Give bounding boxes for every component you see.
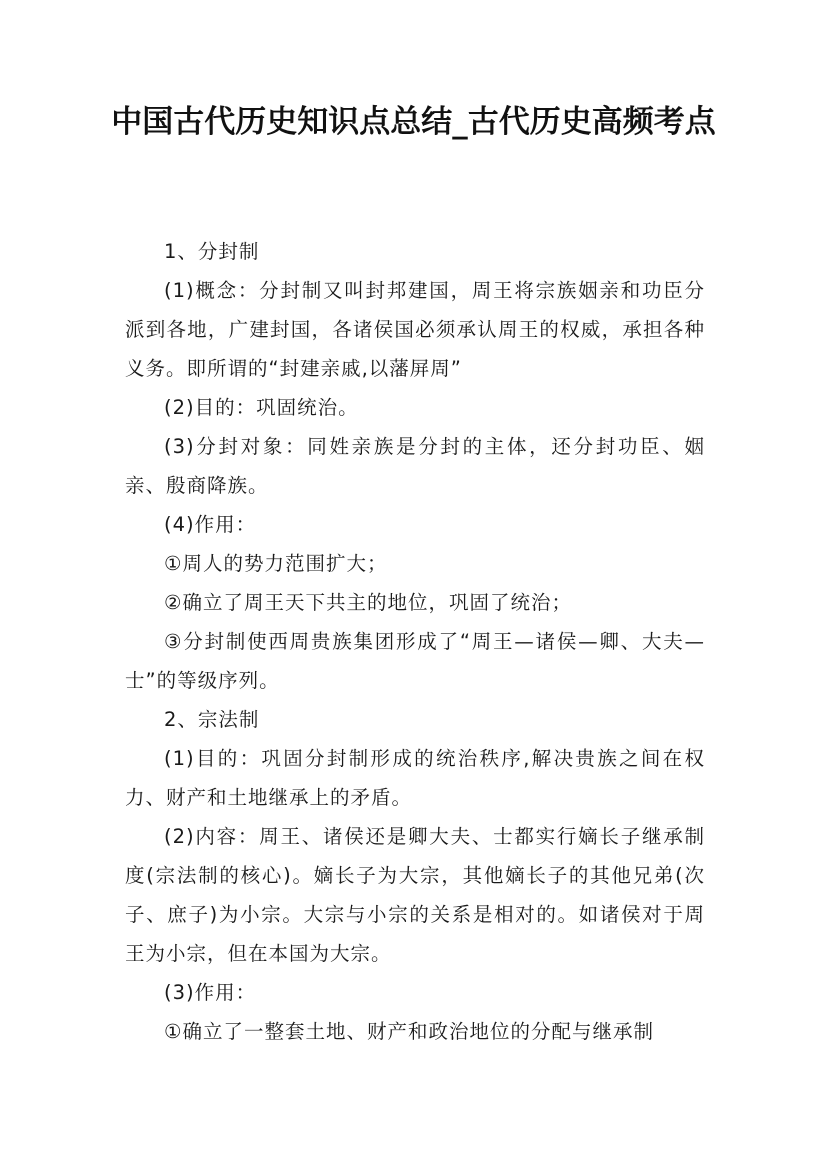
paragraph-zongfa-effects-heading: (3)作用： xyxy=(164,981,257,1004)
list-item-effect-3: ③分封制使西周贵族集团形成了“周王—诸侯—卿、大夫—士”的等级序列。 xyxy=(125,630,705,692)
paragraph-effects-heading: (4)作用： xyxy=(164,513,257,536)
paragraph-targets: (3)分封对象：同姓亲族是分封的主体，还分封功臣、姻亲、殷商降族。 xyxy=(125,435,705,497)
section-heading-zongfa: 2、宗法制 xyxy=(164,708,260,731)
paragraph-zongfa-purpose: (1)目的：巩固分封制形成的统治秩序,解决贵族之间在权力、财产和土地继承上的矛盾。 xyxy=(125,747,705,809)
list-item-zongfa-effect-1: ①确立了一整套土地、财产和政治地位的分配与继承制 xyxy=(164,1020,654,1043)
paragraph-purpose: (2)目的：巩固统治。 xyxy=(164,396,359,419)
list-item-effect-2: ②确立了周王天下共主的地位，巩固了统治； xyxy=(164,591,572,614)
document-body xyxy=(125,232,705,1051)
section-heading-fengjian: 1、分封制 xyxy=(164,240,260,263)
document-title: 中国古代历史知识点总结_古代历史高频考点 xyxy=(111,104,716,140)
paragraph-concept: (1)概念：分封制又叫封邦建国，周王将宗族姻亲和功臣分派到各地，广建封国，各诸侯国必须承认周王的权威，承担各种义务。即所谓的“封建亲戚,以藩屏周” xyxy=(125,279,705,380)
paragraph-zongfa-content: (2)内容：周王、诸侯还是卿大夫、士都实行嫡长子继承制度(宗法制的核心)。嫡长子为大宗，其他嫡长子的其他兄弟(次子、庶子)为小宗。大宗与小宗的关系是相对的。如诸侯对于周王为小宗，但在本国为大宗。 xyxy=(125,825,705,965)
list-item-effect-1: ①周人的势力范围扩大； xyxy=(164,552,388,575)
